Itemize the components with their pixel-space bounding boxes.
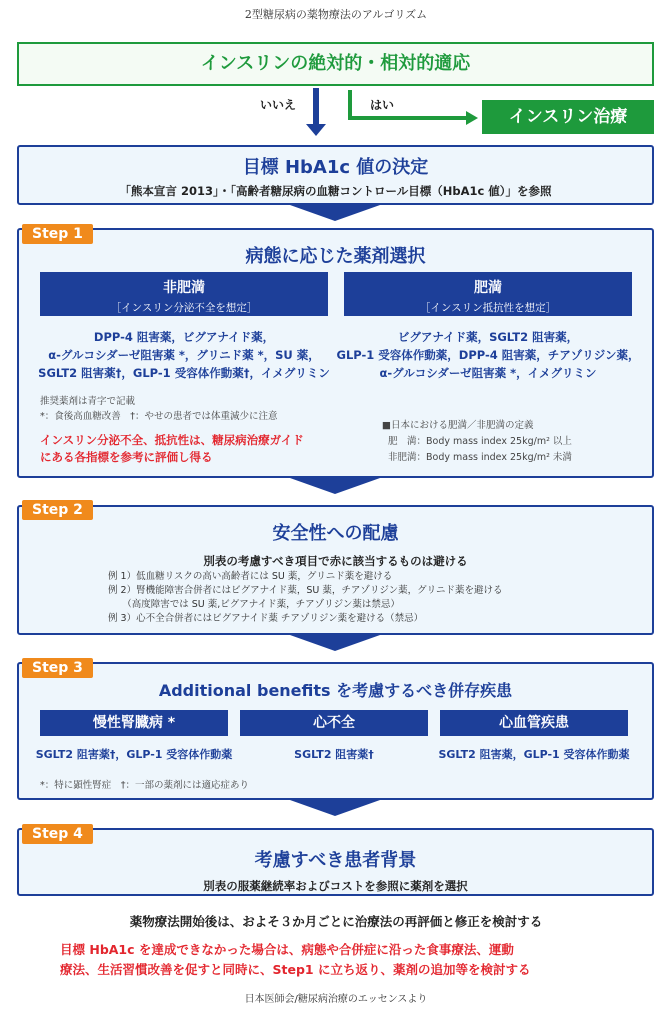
step3-note: *：特に顕性腎症 †：一部の薬剤には適応症あり: [40, 780, 250, 791]
def-line: 非肥満：Body mass index 25kg/m² 未満: [388, 452, 572, 463]
non-obese-drugs: [28, 328, 340, 382]
yes-arrow-head-icon: [466, 111, 478, 125]
step3-title: Additional benefits を考慮するべき併存疾患: [158, 681, 513, 700]
step1-notes: [40, 394, 278, 424]
not-achieved-line: 目標 HbA1c を達成できなかった場合は、病態や合併症に沿った食事療法、運動: [60, 942, 514, 957]
not-achieved-note: [60, 940, 620, 980]
example-line: 例 1）低血糖リスクの高い高齢者には SU 薬，グリニド薬を避ける: [108, 571, 393, 582]
chevron-down-icon: [290, 800, 380, 816]
drug-line: DPP-4 阻害薬，ビグアナイド薬，: [93, 330, 275, 344]
goal-sub: 「熊本宣言 2013」・「高齢者糖尿病の血糖コントロール目標（HbA1c 値）」を参照: [119, 184, 552, 198]
step4-box: [17, 828, 654, 896]
step3-badge: Step 3: [22, 658, 93, 678]
step4-title: 考慮すべき患者背景: [254, 850, 417, 871]
obese-drugs: [336, 328, 640, 382]
obese-sub: ［インスリン抵抗性を想定］: [419, 302, 557, 314]
goal-box: [17, 145, 654, 205]
step1-badge: Step 1: [22, 224, 93, 244]
ckd-drugs: SGLT2 阻害薬†，GLP-1 受容体作動薬: [35, 748, 233, 761]
step4-badge: Step 4: [22, 824, 93, 844]
step2-title: 安全性への配慮: [272, 523, 399, 544]
obesity-definition: [382, 418, 572, 466]
source-credit: 日本医師会/糖尿病治療のエッセンスより: [244, 994, 428, 1005]
chevron-down-icon: [290, 478, 380, 494]
page-title: 2型糖尿病の薬物療法のアルゴリズム: [244, 8, 428, 21]
cvd-drugs: SGLT2 阻害薬，GLP-1 受容体作動薬: [438, 748, 630, 761]
drug-line: GLP-1 受容体作動薬，DPP-4 阻害薬，チアゾリジン薬，: [336, 348, 640, 362]
chevron-down-icon: [290, 635, 380, 651]
drug-line: ビグアナイド薬，SGLT2 阻害薬，: [397, 330, 579, 344]
goal-title: 目標 HbA1c 値の決定: [242, 157, 429, 178]
drug-line: α-グルコシダーゼ阻害薬 *，イメグリミン: [379, 366, 597, 380]
ckd-header: 慢性腎臓病 *: [40, 710, 228, 736]
note-line: 推奨薬剤は青字で記載: [40, 396, 136, 407]
insulin-indication-box: インスリンの絶対的・相対的適応: [17, 42, 654, 86]
step1-title: 病態に応じた薬剤選択: [245, 246, 426, 267]
drug-line: SGLT2 阻害薬†，GLP-1 受容体作動薬†，イメグリミン: [38, 366, 330, 380]
cvd-header: 心血管疾患: [440, 710, 628, 736]
drug-line: α-グルコシダーゼ阻害薬 *，グリニド薬 *，SU 薬，: [48, 348, 320, 362]
no-arrow-head-icon: [306, 124, 326, 136]
not-achieved-line: 療法、生活習慣改善を促すと同時に、Step1 に立ち返り、薬剤の追加等を検討する: [60, 962, 531, 977]
yes-label: はい: [370, 98, 395, 112]
example-line: （高度障害では SU 薬,ビグアナイド薬，チアゾリジン薬は禁忌）: [108, 599, 400, 610]
step2-badge: Step 2: [22, 500, 93, 520]
red-note-line: にある各指標を参考に評価し得る: [40, 450, 213, 464]
obese-title: 肥満: [474, 280, 502, 296]
non-obese-title: 非肥満: [163, 280, 205, 296]
non-obese-header: [40, 272, 328, 316]
example-line: 例 2）腎機能障害合併者にはビグアナイド薬，SU 薬，チアゾリジン薬，グリニド薬を避ける: [108, 585, 503, 596]
obese-header: [344, 272, 632, 316]
step4-sub: 別表の服薬継続率およびコストを参照に薬剤を選択: [203, 879, 468, 893]
def-line: ■日本における肥満／非肥満の定義: [382, 420, 534, 431]
reevaluation-note: 薬物療法開始後は、およそ３か月ごとに治療法の再評価と修正を検討する: [129, 914, 543, 929]
insulin-therapy-box: インスリン治療: [482, 100, 654, 134]
example-line: 例 3）心不全合併者にはビグアナイド薬 チアゾリジン薬を避ける（禁忌）: [108, 613, 424, 624]
red-note-line: インスリン分泌不全、抵抗性は、糖尿病治療ガイド: [40, 433, 304, 447]
step1-red-note: [40, 432, 304, 466]
chevron-down-icon: [290, 205, 380, 221]
yes-arrow-horizontal: [348, 116, 468, 120]
def-line: 肥 満：Body mass index 25kg/m² 以上: [388, 436, 572, 447]
heart-failure-drugs: SGLT2 阻害薬†: [294, 748, 374, 761]
note-line: *：食後高血糖改善 †：やせの患者では体重減少に注意: [40, 411, 278, 422]
non-obese-sub: ［インスリン分泌不全を想定］: [110, 302, 258, 314]
no-label: いいえ: [260, 98, 297, 112]
step2-examples: [108, 570, 502, 626]
no-arrow-shaft: [313, 88, 319, 128]
step2-sub: 別表の考慮すべき項目で赤に該当するものは避ける: [203, 554, 468, 568]
heart-failure-header: 心不全: [240, 710, 428, 736]
